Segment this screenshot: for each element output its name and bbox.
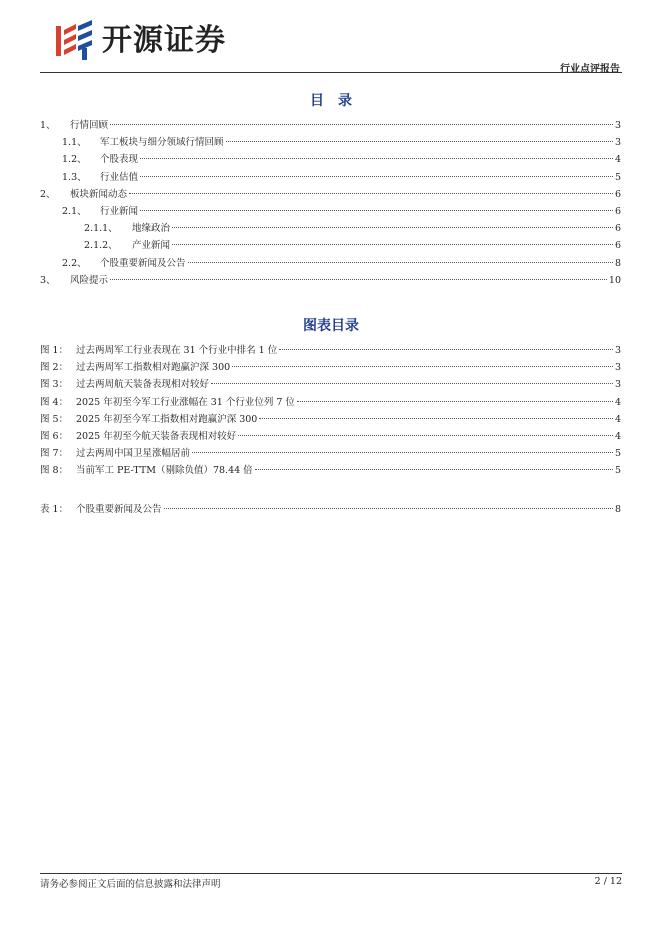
toc-entry[interactable] [40, 220, 621, 237]
table-list [40, 501, 621, 518]
entry-number: 1.1、 [62, 137, 87, 149]
footer-divider [40, 873, 622, 874]
figure-entry[interactable] [40, 376, 621, 393]
dot-leader [140, 210, 613, 211]
dot-leader [164, 508, 613, 509]
dot-leader [110, 279, 607, 280]
entry-number: 图 2： [40, 362, 69, 374]
footer-disclaimer: 请务必参阅正文后面的信息披露和法律声明 [40, 879, 221, 890]
toc-entry[interactable] [40, 186, 621, 203]
company-logo [52, 20, 226, 62]
entry-page-number: 5 [614, 171, 621, 183]
entry-page-number: 3 [614, 362, 621, 374]
entry-title: 过去两周航天装备表现相对较好 [76, 379, 210, 391]
entry-page-number: 10 [608, 274, 621, 286]
entry-page-number: 8 [614, 257, 621, 269]
entry-title: 地缘政治 [132, 223, 171, 235]
entry-page-number: 6 [614, 205, 621, 217]
entry-title: 过去两周军工行业表现在 31 个行业中排名 1 位 [76, 345, 278, 356]
entry-page-number: 6 [614, 223, 621, 235]
dot-leader [110, 124, 613, 125]
entry-title: 2025 年初至今军工行业涨幅在 31 个行业位列 7 位 [76, 396, 295, 408]
entry-number: 图 4： [40, 396, 69, 408]
entry-page-number: 4 [614, 154, 621, 166]
entry-page-number: 4 [614, 430, 621, 442]
entry-page-number: 6 [614, 240, 621, 252]
entry-page-number: 4 [614, 413, 621, 425]
figure-entry[interactable] [40, 394, 621, 411]
figure-list [40, 342, 621, 480]
toc-title: 目 录 [310, 93, 352, 109]
entry-page-number: 5 [614, 448, 621, 460]
dot-leader [188, 262, 613, 263]
report-type-label: 行业点评报告 [560, 64, 620, 75]
figure-entry[interactable] [40, 445, 621, 462]
entry-title: 过去两周军工指数相对跑赢沪深 300 [76, 362, 231, 374]
dot-leader [297, 401, 613, 402]
entry-number: 1.2、 [62, 154, 87, 166]
kaiyuan-logo-icon [52, 20, 96, 62]
entry-title: 军工板块与细分领域行情回顾 [100, 137, 224, 149]
page-header [40, 14, 622, 74]
table-of-contents [40, 117, 621, 289]
figure-entry[interactable] [40, 428, 621, 445]
entry-title: 产业新闻 [132, 240, 171, 252]
entry-number: 图 1： [40, 345, 69, 356]
entry-title: 行业估值 [100, 171, 139, 183]
figure-entry[interactable] [40, 359, 621, 376]
entry-page-number: 6 [614, 188, 621, 200]
entry-number: 图 8： [40, 465, 69, 477]
toc-entry[interactable] [40, 117, 621, 134]
dot-leader [238, 435, 613, 436]
entry-title: 当前军工 PE-TTM（剔除负值）78.44 倍 [76, 465, 253, 477]
entry-number: 表 1： [40, 504, 69, 515]
dot-leader [172, 227, 613, 228]
figures-toc-title: 图表目录 [303, 318, 359, 334]
entry-title: 2025 年初至今航天装备表现相对较好 [76, 430, 237, 442]
entry-number: 图 6： [40, 430, 69, 442]
entry-title: 个股表现 [100, 154, 139, 166]
entry-number: 2.1.1、 [84, 223, 118, 235]
entry-number: 图 7： [40, 448, 69, 460]
dot-leader [140, 176, 613, 177]
entry-page-number: 3 [614, 379, 621, 391]
figure-entry[interactable] [40, 342, 621, 359]
dot-leader [172, 244, 613, 245]
entry-number: 2.1.2、 [84, 240, 118, 252]
entry-number: 1、 [40, 120, 56, 131]
toc-entry[interactable] [40, 169, 621, 186]
toc-entry[interactable] [40, 203, 621, 220]
entry-title: 个股重要新闻及公告 [100, 257, 186, 269]
entry-title: 个股重要新闻及公告 [76, 504, 162, 515]
entry-number: 2.2、 [62, 257, 87, 269]
dot-leader [140, 158, 613, 159]
dot-leader [259, 418, 613, 419]
entry-title: 行业新闻 [100, 205, 139, 217]
entry-page-number: 3 [614, 120, 621, 131]
header-divider [40, 72, 622, 73]
toc-entry[interactable] [40, 255, 621, 272]
toc-entry[interactable] [40, 134, 621, 151]
figure-entry[interactable] [40, 462, 621, 479]
entry-page-number: 8 [614, 504, 621, 515]
entry-title: 过去两周中国卫星涨幅居前 [76, 448, 191, 460]
entry-number: 3、 [40, 274, 56, 286]
logo-text: 开源证券 [102, 23, 226, 58]
entry-number: 1.3、 [62, 171, 87, 183]
toc-entry[interactable] [40, 272, 621, 289]
dot-leader [255, 469, 613, 470]
entry-title: 风险提示 [70, 274, 109, 286]
toc-entry[interactable] [40, 237, 621, 254]
page-number: 2 / 12 [594, 876, 622, 887]
dot-leader [279, 349, 613, 350]
dot-leader [192, 452, 613, 453]
entry-page-number: 3 [614, 345, 621, 356]
entry-number: 2、 [40, 188, 56, 200]
entry-title: 行情回顾 [70, 120, 109, 131]
dot-leader [232, 366, 613, 367]
dot-leader [226, 141, 613, 142]
dot-leader [211, 383, 613, 384]
entry-number: 2.1、 [62, 205, 87, 217]
entry-number: 图 5： [40, 413, 69, 425]
figure-entry[interactable] [40, 411, 621, 428]
entry-title: 2025 年初至今军工指数相对跑赢沪深 300 [76, 413, 258, 425]
entry-page-number: 3 [614, 137, 621, 149]
entry-page-number: 5 [614, 465, 621, 477]
dot-leader [129, 193, 613, 194]
table-entry[interactable] [40, 501, 621, 518]
entry-number: 图 3： [40, 379, 69, 391]
entry-page-number: 4 [614, 396, 621, 408]
entry-title: 板块新闻动态 [70, 188, 128, 200]
toc-entry[interactable] [40, 151, 621, 168]
